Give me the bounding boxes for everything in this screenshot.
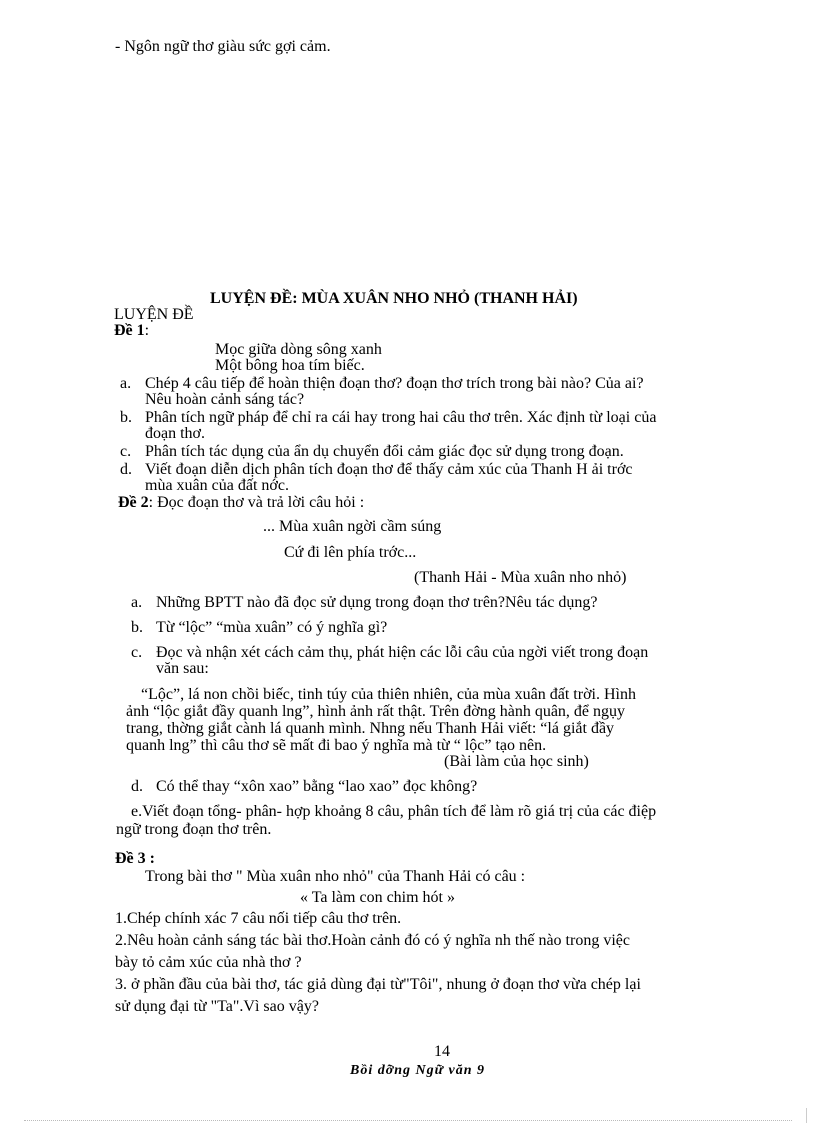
- de2-item-marker: a.: [131, 594, 143, 611]
- de1-item-line: Chép 4 câu tiếp để hoàn thiện đoạn thơ? đoạn thơ trích trong bài nào? Của ai?: [145, 375, 644, 392]
- de2-intro: : Đọc đoạn thơ và trả lời câu hỏi :: [148, 494, 365, 511]
- de2-item-marker: c.: [131, 644, 143, 661]
- de3-question-line: 1.Chép chính xác 7 câu nối tiếp câu thơ trên.: [115, 910, 402, 927]
- de2-item-text: Có thể thay “xôn xao” bằng “lao xao” đọc không?: [156, 778, 478, 795]
- de2-source: (Thanh Hải - Mùa xuân nho nhỏ): [414, 569, 627, 586]
- de2-poem-line: Cứ đi lên phía trớc...: [284, 544, 417, 561]
- de2-item-text: Từ “lộc” “mùa xuân” có ý nghĩa gì?: [156, 619, 388, 636]
- de2-label: Đề 2: [118, 494, 149, 511]
- de1-heading: [114, 322, 149, 340]
- de2-heading: [118, 494, 364, 512]
- section-subtitle: LUYỆN ĐỀ: [114, 306, 194, 323]
- de1-item-line: Phân tích ngữ pháp để chỉ ra cái hay trong hai câu thơ trên. Xác định từ loại của: [145, 409, 657, 426]
- de2-item-text: Đọc và nhận xét cách cảm thụ, phát hiện các lỗi câu của ngời viết trong đoạn: [156, 644, 649, 661]
- de1-item-line: Phân tích tác dụng của ẩn dụ chuyển đổi cảm giác đọc sử dụng trong đoạn.: [145, 443, 624, 460]
- de3-question-line: 3. ở phần đầu của bài thơ, tác giả dùng đại từ"Tôi", nhung ở đoạn thơ vừa chép lại: [115, 976, 641, 993]
- de2-item-marker: b.: [131, 619, 143, 636]
- de1-item-line: Nêu hoàn cảnh sáng tác?: [145, 391, 305, 408]
- de3-question-line: 2.Nêu hoàn cảnh sáng tác bài thơ.Hoàn cảnh đó có ý nghĩa nh thế nào trong việc: [115, 932, 630, 949]
- de1-poem-line: Một bông hoa tím biếc.: [215, 357, 365, 374]
- page-corner-mark: [806, 1108, 807, 1123]
- de1-item-line: Viết đoạn diễn dịch phân tích đoạn thơ để thấy cảm xúc của Thanh H ải trớc: [145, 461, 633, 478]
- de2-item-e-line: ngữ trong đoạn thơ trên.: [116, 821, 272, 838]
- de3-intro: Trong bài thơ " Mùa xuân nho nhỏ" của Thanh Hải có câu :: [145, 868, 526, 885]
- de3-question-line: sử dụng đại từ "Ta".Vì sao vậy?: [115, 998, 319, 1015]
- de1-item-marker: a.: [120, 375, 132, 392]
- de3-question-line: bày tỏ cảm xúc của nhà thơ ?: [115, 954, 302, 971]
- passage-line: ảnh “lộc giắt đầy quanh lng”, hình ảnh rất thật. Trên đờng hành quân, để ngụy: [126, 703, 626, 720]
- de2-item-e-line: e.Viết đoạn tổng- phân- hợp khoảng 8 câu, phân tích để làm rõ giá trị của các điệp: [131, 803, 657, 820]
- de2-item-text: Những BPTT nào đã đọc sử dụng trong đoạn thơ trên?Nêu tác dụng?: [156, 594, 598, 611]
- page-number: 14: [434, 1043, 450, 1060]
- passage-line: trang, thờng giắt cành lá quanh mình. Nhng nếu Thanh Hải viết: “lá giắt đầy: [126, 720, 615, 737]
- passage-line: quanh lng” thì câu thơ sẽ mất đi bao ý nghĩa mà từ “ lộc” tạo nên.: [126, 737, 547, 754]
- de2-item-text: văn sau:: [156, 660, 209, 677]
- de2-item-marker: d.: [131, 778, 143, 795]
- passage-line: “Lộc”, lá non chồi biếc, tinh túy của thiên nhiên, của mùa xuân đất trời. Hình: [141, 686, 636, 703]
- de1-item-line: mùa xuân của đất nớc.: [145, 477, 289, 494]
- de3-quote: « Ta làm con chim hót »: [300, 889, 455, 906]
- passage-source: (Bài làm của học sinh): [444, 753, 589, 770]
- top-note: - Ngôn ngữ thơ giàu sức gợi cảm.: [115, 38, 331, 55]
- de1-item-marker: b.: [120, 409, 132, 426]
- page-bottom-divider: [24, 1120, 792, 1121]
- de3-label: Đề 3 :: [115, 850, 155, 867]
- de1-item-marker: d.: [120, 461, 132, 478]
- de1-colon: :: [144, 322, 150, 339]
- page-footer: Bồi dỡng Ngữ văn 9: [350, 1063, 486, 1078]
- de1-item-marker: c.: [120, 443, 132, 460]
- page-title: LUYỆN ĐỀ: MÙA XUÂN NHO NHỎ (THANH HẢI): [210, 290, 578, 307]
- de2-poem-line: ... Mùa xuân ngời cầm súng: [263, 518, 442, 535]
- de1-item-line: đoạn thơ.: [145, 425, 206, 442]
- de1-label: Đề 1: [114, 322, 145, 339]
- de1-poem-line: Mọc giữa dòng sông xanh: [215, 341, 382, 358]
